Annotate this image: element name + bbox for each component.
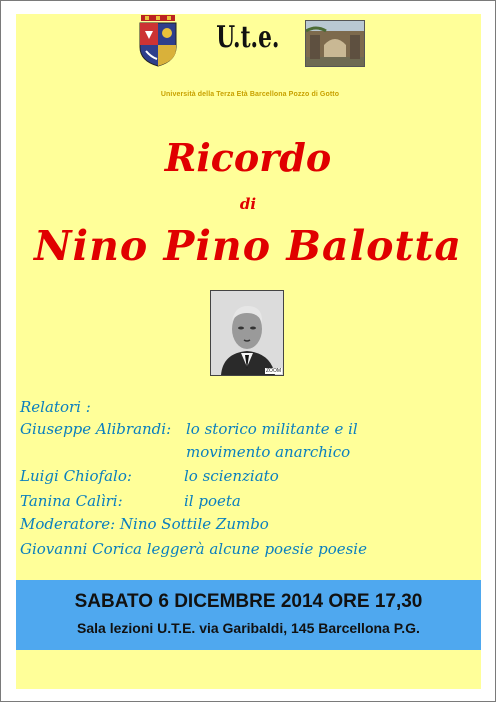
photo-stamp: ZOOM: [266, 368, 281, 374]
moderator-line: Moderatore: Nino Sottile Zumbo: [20, 515, 269, 533]
speaker-topic-continued: movimento anarchico: [186, 443, 351, 461]
speaker-name: Luigi Chiofalo:: [20, 467, 132, 485]
university-name: Università della Terza Età Barcellona Pozzo di Gotto: [160, 91, 340, 98]
speaker-name: Giuseppe Alibrandi:: [20, 420, 172, 438]
gateway-photo: [305, 20, 365, 67]
event-venue: Sala lezioni U.T.E. via Garibaldi, 145 Barcellona P.G.: [77, 620, 420, 636]
event-title: Ricordo: [164, 135, 332, 180]
ute-logo-text: U.t.e.: [216, 20, 280, 55]
honoree-name: Nino Pino Balotta: [34, 222, 462, 270]
speaker-topic: lo storico militante e il: [186, 420, 358, 438]
speaker-name: Tanina Calìri:: [20, 492, 123, 510]
speaker-topic: il poeta: [184, 492, 241, 510]
portrait-image: [211, 291, 283, 375]
event-date-time: SABATO 6 DICEMBRE 2014 ORE 17,30: [74, 591, 423, 612]
speakers-heading: Relatori :: [20, 398, 91, 416]
crest-logo: [137, 15, 179, 67]
honoree-portrait: [210, 290, 284, 376]
speaker-topic: lo scienziato: [184, 467, 279, 485]
event-banner: [16, 580, 481, 650]
reading-line: Giovanni Corica leggerà alcune poesie poesie: [20, 540, 367, 558]
title-connector: di: [239, 195, 257, 213]
